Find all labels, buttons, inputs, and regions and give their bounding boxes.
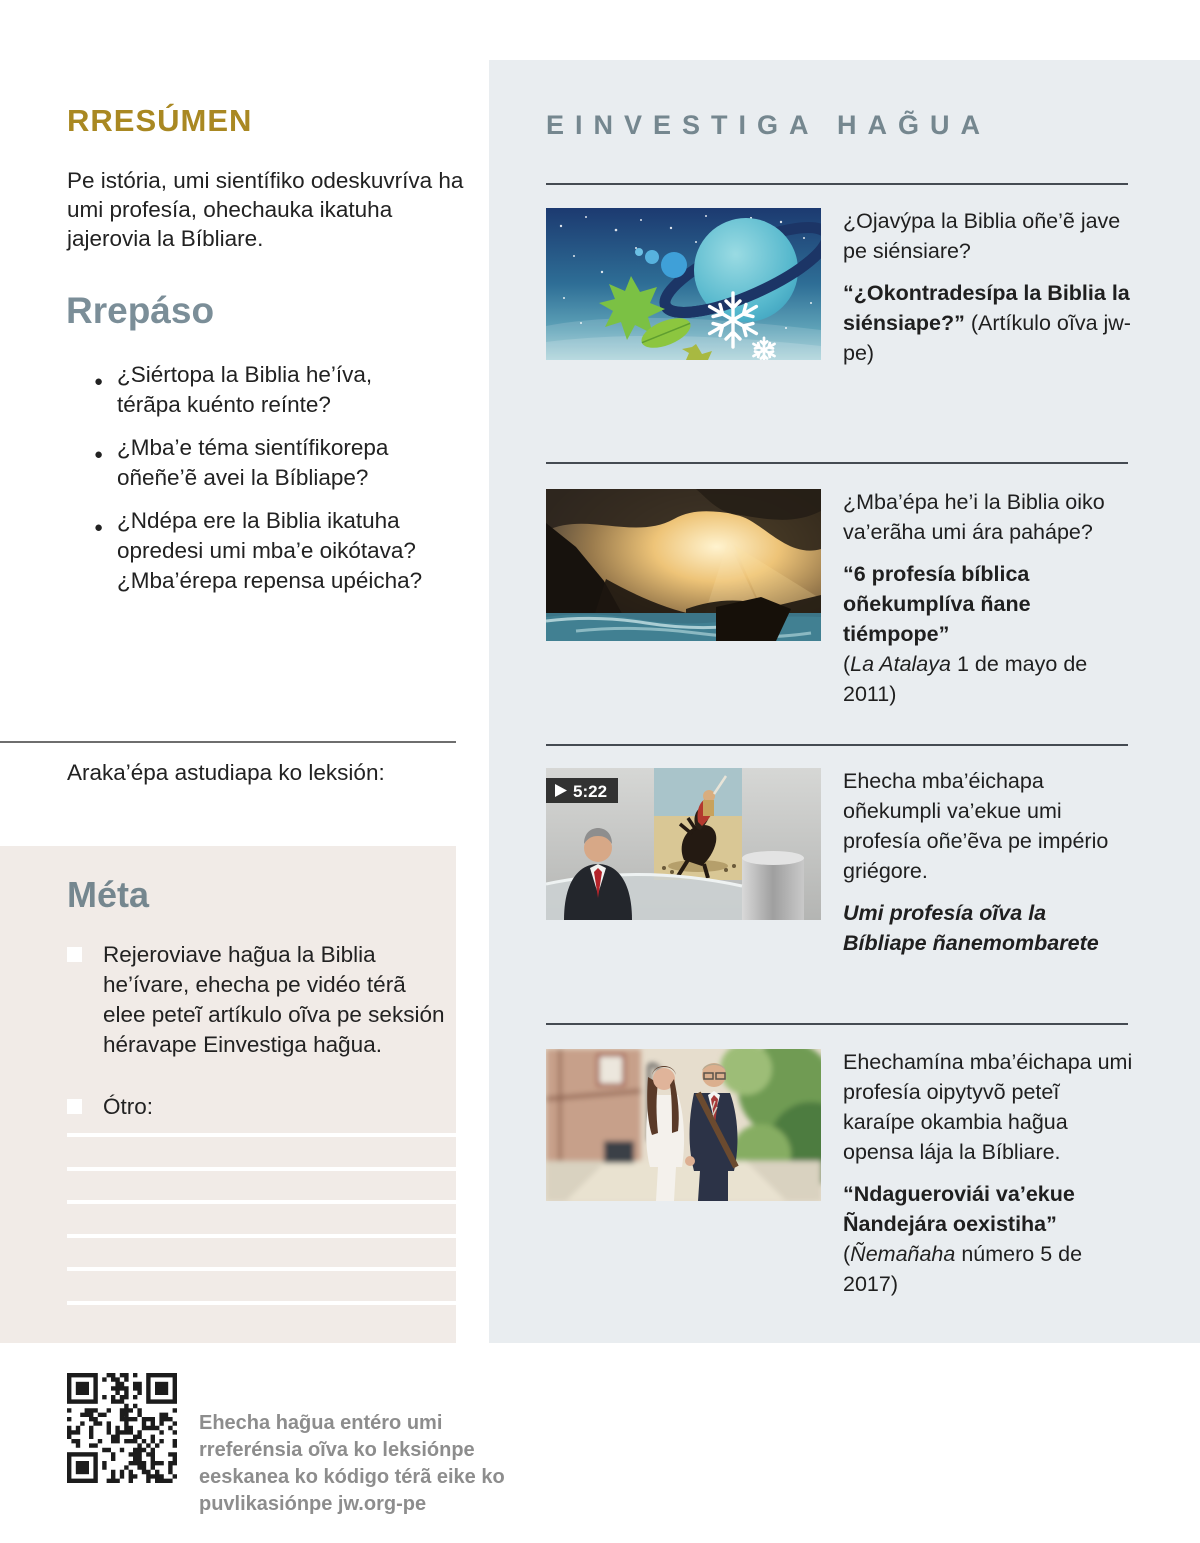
item-question: Ehechamína mba’éichapa umi profesía oipytyvõ peteĩ karaípe okambia hag̃ua opensa lája la Bíbliare. <box>843 1050 1133 1164</box>
qr-code <box>67 1373 177 1483</box>
checkbox[interactable] <box>67 1099 82 1114</box>
item-divider <box>546 462 1128 464</box>
item-divider <box>546 183 1128 185</box>
reference-title[interactable]: “6 profesía bíblica oñekumplíva ñane tiémpope” <box>843 562 1031 646</box>
research-item-text <box>843 487 1135 709</box>
research-item-text <box>843 206 1135 368</box>
review-question <box>67 506 439 596</box>
review-question <box>67 433 439 493</box>
research-item-text <box>843 1047 1135 1299</box>
reference-note: (Artíkulo oĩva jw-pe) <box>843 311 1131 365</box>
reference-note: (Ñemañaha número 5 de 2017) <box>843 1242 1083 1296</box>
bullet-icon: ● <box>94 446 104 463</box>
reference-title[interactable]: “¿Okontradesípa la Biblia la siénsiape?” <box>843 281 1130 335</box>
video-duration: 5:22 <box>573 782 608 801</box>
checkbox[interactable] <box>67 947 82 962</box>
qr-caption: Ehecha hag̃ua entéro umi rreferénsia oĩva ko leksiónpe eeskanea ko kódigo térã eike ko puvlikasiónpe jw.org-pe <box>199 1412 505 1515</box>
write-in-line[interactable] <box>67 1167 456 1171</box>
review-question-text: ¿Mba’e téma sientífikorepa oñeñe’ẽ avei la Bíbliape? <box>117 435 389 490</box>
storm-sky-over-sea-photo[interactable] <box>546 489 821 641</box>
summary-title: RRESÚMEN <box>67 103 253 138</box>
item-reference <box>843 898 1135 958</box>
review-question <box>67 360 439 420</box>
research-item-text <box>843 766 1135 958</box>
write-in-line[interactable] <box>67 1301 456 1305</box>
reference-note: (La Atalaya 1 de mayo de 2011) <box>843 652 1088 706</box>
couple-walking-street-photo[interactable] <box>546 1049 821 1201</box>
item-reference <box>843 278 1135 368</box>
study-date-label: Araka’épa astudiapa ko leksión: <box>67 760 385 785</box>
play-badge <box>546 778 618 803</box>
publication-name: Ñemañaha <box>850 1242 956 1266</box>
goal-option-text: Ótro: <box>103 1094 154 1119</box>
video-thumbnail[interactable] <box>546 768 821 920</box>
review-question-text: ¿Ndépa ere la Biblia ikatuha opredesi umi mba’e oikótava? ¿Mba’érepa repensa upéicha? <box>117 508 423 593</box>
goal-title: Méta <box>67 874 150 915</box>
goal-option-text: Rejeroviave hag̃ua la Biblia he’ívare, ehecha pe vidéo térã elee peteĩ artíkulo oĩva pe seksión héravape Einvestiga hag̃ua. <box>103 942 445 1057</box>
bullet-icon: ● <box>94 373 104 390</box>
left-section-divider <box>0 741 456 743</box>
write-in-line[interactable] <box>67 1267 456 1271</box>
review-question-text: ¿Siértopa la Biblia he’íva, térãpa kuénto reínte? <box>117 362 373 417</box>
item-question: ¿Mba’épa he’i la Biblia oiko va’erãha umi ára pahápe? <box>843 490 1105 544</box>
planets-and-leaves-illustration[interactable] <box>546 208 821 360</box>
research-title: EINVESTIGA HAG̃UA <box>546 110 992 140</box>
item-reference <box>843 559 1135 709</box>
item-reference <box>843 1179 1135 1299</box>
item-question: ¿Ojavýpa la Biblia oñe’ẽ jave pe siénsiare? <box>843 209 1121 263</box>
item-divider <box>546 744 1128 746</box>
review-title: Rrepáso <box>66 290 215 331</box>
research-panel <box>489 60 1200 1343</box>
summary-text: Pe istória, umi sientífiko odeskuvríva ha umi profesía, ohechauka ikatuha jajerovia la Bíbliare. <box>67 168 464 251</box>
write-in-line[interactable] <box>67 1200 456 1204</box>
bullet-icon: ● <box>94 519 104 536</box>
item-divider <box>546 1023 1128 1025</box>
item-question: Ehecha mba’éichapa oñekumpli va’ekue umi profesía oñe’ẽva pe império griégore. <box>843 769 1109 883</box>
reference-title[interactable]: “Ndagueroviái va’ekue Ñandejára oexistiha” <box>843 1182 1075 1236</box>
write-in-line[interactable] <box>67 1234 456 1238</box>
publication-name: La Atalaya <box>850 652 951 676</box>
video-title[interactable]: Umi profesía oĩva la Bíbliape ñanemombarete <box>843 901 1099 955</box>
review-question-list <box>67 360 439 609</box>
write-in-line[interactable] <box>67 1133 456 1137</box>
goal-box <box>0 846 456 1343</box>
